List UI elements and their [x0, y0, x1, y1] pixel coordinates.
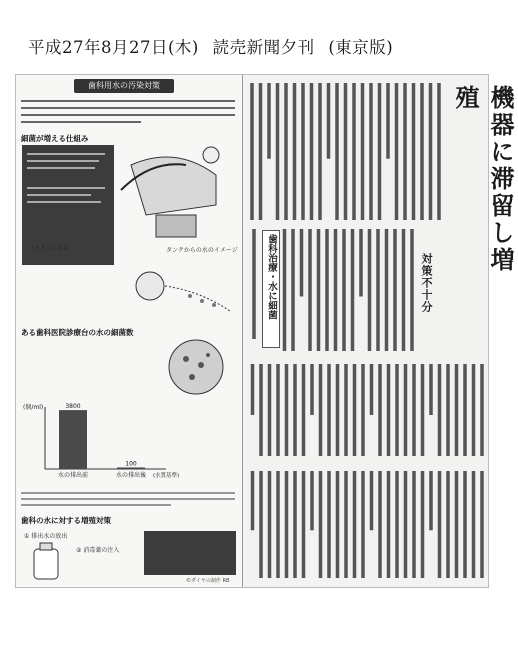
- chart-data-label: 3800: [65, 403, 81, 411]
- chart-data-label: 100: [125, 460, 137, 468]
- dental-unit-illustration: [116, 135, 236, 245]
- body-block-upper: [276, 225, 416, 355]
- note-text-lines: [21, 489, 235, 511]
- biofilm-label: バイオフィルム: [28, 245, 69, 252]
- masthead-edition: (東京版): [328, 38, 394, 57]
- patient-illustration: [120, 261, 235, 321]
- newspaper-clipping: [15, 74, 515, 588]
- chart-category-label: 水の排出後: [115, 472, 147, 479]
- bacteria-magnified-illustration: [156, 337, 236, 397]
- section-mechanism-title: 細菌が増える仕組み: [21, 134, 89, 143]
- masthead-date: 平成27年8月27日(木): [28, 38, 199, 57]
- faucet-photo: [144, 531, 236, 575]
- masthead: [28, 34, 478, 58]
- tank-image-caption: タンクからの水のイメージ: [166, 247, 238, 254]
- intro-text-lines: [21, 97, 235, 127]
- subheadline: 対策不十分: [420, 253, 433, 313]
- bottle-illustration: [26, 541, 66, 581]
- step-1-label: ① 排出水の放出: [24, 533, 68, 540]
- masthead-paper: 読売新聞夕刊: [212, 38, 315, 57]
- infographic-title: 歯科用水の汚染対策: [74, 79, 174, 93]
- chart-category-label: 水の排出前: [57, 472, 89, 479]
- chart-unit-label: (個/ml): [23, 404, 44, 411]
- section-countermeasure-title: 歯科の水に対する増殖対策: [21, 516, 111, 525]
- chart-bar: [59, 410, 87, 469]
- kicker: 歯科治療・水に細菌: [262, 230, 280, 348]
- step-2-label: ② 消毒薬の注入: [76, 547, 120, 554]
- chart-note: [21, 489, 235, 514]
- section-count-title: ある歯科医院診療台の水の細菌数: [21, 328, 134, 337]
- infographic-intro: [21, 97, 235, 130]
- infographic: [16, 75, 243, 587]
- body-block-lower: [248, 467, 486, 582]
- headline: 機器に滞留し増殖: [451, 85, 515, 274]
- kicker-side-column: [248, 225, 260, 343]
- lead-paragraph-block: [248, 79, 443, 224]
- chart-standard-label: (水質基準): [153, 473, 180, 479]
- bacteria-count-chart: [21, 397, 236, 487]
- body-block-middle: [248, 360, 486, 460]
- chart-bar: [117, 467, 145, 469]
- graphic-credit: ©ダイヤの制作 RB: [186, 578, 230, 584]
